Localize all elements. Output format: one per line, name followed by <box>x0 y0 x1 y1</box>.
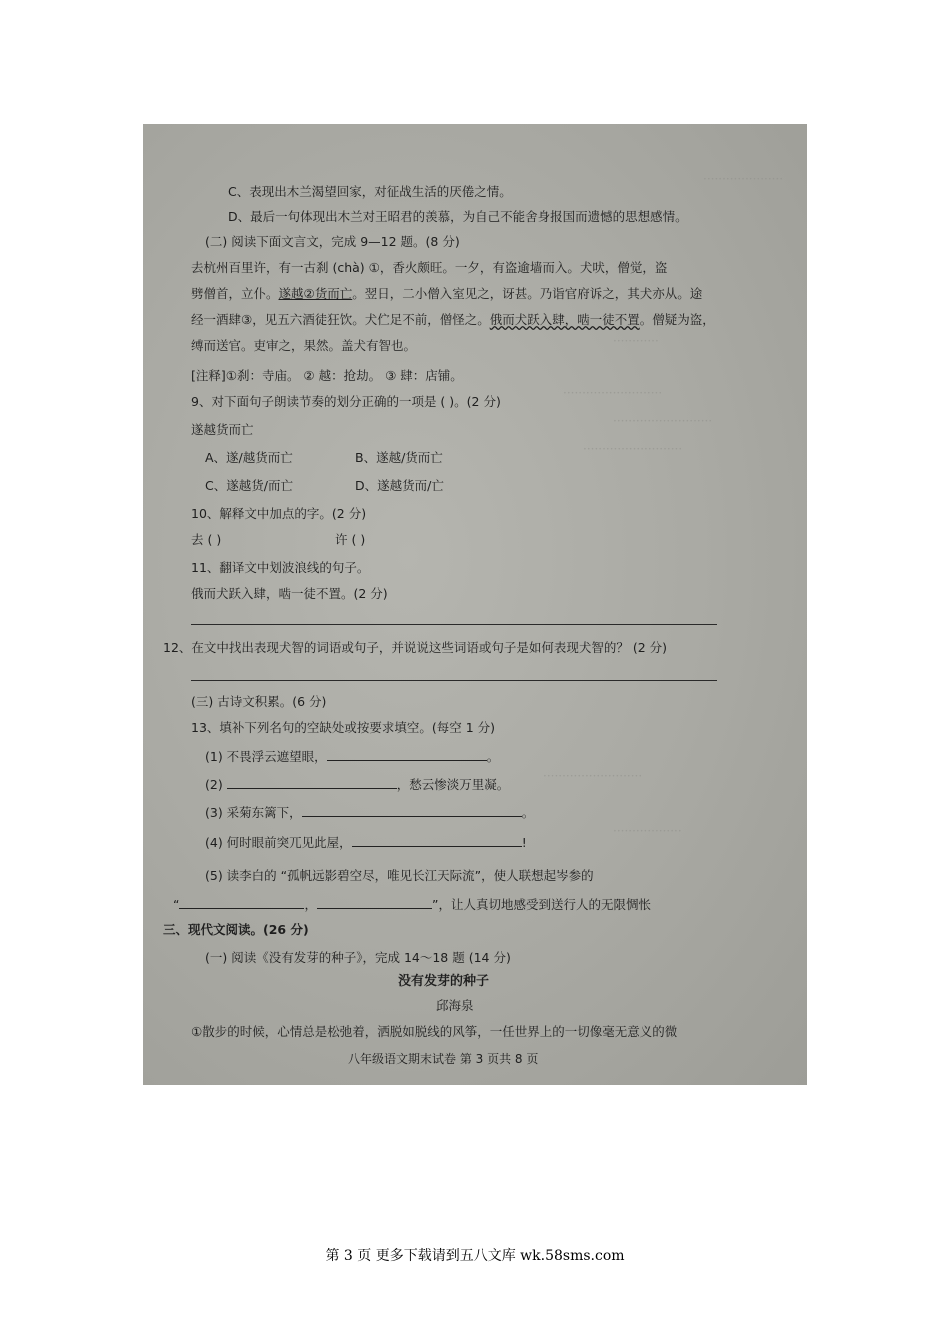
question-13: 13、填补下列名句的空缺处或按要求填空。(每空 1 分) <box>191 720 496 735</box>
q13-punct: 。 <box>521 805 535 820</box>
q10-blank-qu: 去 ( ) <box>191 532 222 547</box>
q13-item-text: (2) <box>205 777 223 792</box>
q10-blank-xu: 许 ( ) <box>335 532 366 547</box>
article-author: 邱海泉 <box>436 998 474 1013</box>
q13-punct: ， <box>304 897 317 912</box>
q13-punct: 。 <box>486 749 500 764</box>
exam-page-footer: 八年级语文期末试卷 第 3 页共 8 页 <box>348 1052 539 1066</box>
answer-line <box>191 680 717 681</box>
page-footer: 第 3 页 更多下载请到五八文库 wk.58sms.com <box>325 1248 625 1264</box>
section-heading-poetry: (三) 古诗文积累。(6 分) <box>191 694 327 709</box>
q13-item-1 <box>205 748 499 764</box>
q9-option-a: A、遂/越货而亡 <box>205 450 293 465</box>
q13-item-text: (3) 采菊东篱下， <box>205 805 302 820</box>
passage-line-2 <box>191 286 702 301</box>
question-11-sentence: 俄而犬跃入肆，啮一徒不置。(2 分) <box>191 586 388 601</box>
q13-item-text: ”，让人真切地感受到送行人的无限惆怅 <box>432 897 651 912</box>
q13-item-3 <box>205 804 534 820</box>
section-heading-modern: 三、现代文阅读。(26 分) <box>163 922 309 937</box>
passage-line-3 <box>191 312 715 327</box>
fill-blank[interactable] <box>317 896 432 909</box>
wavy-underlined-sentence: 俄而犬跃入肆，啮一徒不置 <box>489 312 640 327</box>
q13-punct: ! <box>521 835 527 850</box>
question-10: 10、解释文中加点的字。(2 分) <box>191 506 367 521</box>
question-9: 9、对下面句子朗读节奏的划分正确的一项是 ( )。(2 分) <box>191 394 501 409</box>
q13-item-4 <box>205 834 527 850</box>
q9-option-b: B、遂越/货而亡 <box>355 450 443 465</box>
question-9-sentence: 遂越货而亡 <box>191 422 254 437</box>
q13-item-5: (5) 读李白的 “孤帆远影碧空尽，唯见长江天际流”，使人联想起岑参的 <box>205 868 594 883</box>
q13-item-5-blanks <box>173 896 651 912</box>
q13-item-text: (1) 不畏浮云遮望眼， <box>205 749 327 764</box>
fill-blank[interactable] <box>227 776 397 789</box>
passage-text: 。僧疑为盗， <box>639 312 715 327</box>
fill-blank[interactable] <box>179 896 304 909</box>
q9-option-c: C、遂越货/而亡 <box>205 478 293 493</box>
annotation: [注释]①刹：寺庙。 ② 越：抢劫。 ③ 肆：店铺。 <box>191 368 463 383</box>
answer-line <box>191 624 717 625</box>
underlined-phrase: 遂越②货而亡 <box>278 286 353 301</box>
fill-blank[interactable] <box>302 804 522 817</box>
article-title: 没有发芽的种子 <box>398 974 490 989</box>
q13-item-text: ，愁云惨淡万里凝。 <box>396 777 510 792</box>
section-heading-classical: (二) 阅读下面文言文，完成 9—12 题。(8 分) <box>205 234 460 249</box>
question-11: 11、翻译文中划波浪线的句子。 <box>191 560 370 575</box>
passage-line-4: 缚而送官。吏审之，果然。盖犬有智也。 <box>191 338 417 353</box>
article-paragraph-1: ①散步的时候，心情总是松弛着，洒脱如脱线的风筝，一任世界上的一切像毫无意义的微 <box>191 1024 678 1039</box>
option-c: C、表现出木兰渴望回家，对征战生活的厌倦之情。 <box>228 184 512 199</box>
fill-blank[interactable] <box>327 748 487 761</box>
passage-text: 劈僧首，立仆。 <box>191 286 279 301</box>
passage-text: 。翌日，二小僧入室见之，讶甚。乃诣官府诉之，其犬亦从。途 <box>352 286 703 301</box>
q13-item-2 <box>205 776 509 792</box>
option-d: D、最后一句体现出木兰对王昭君的羡慕，为自己不能舍身报国而遗憾的思想感情。 <box>228 209 688 224</box>
q13-item-text: (4) 何时眼前突兀见此屋， <box>205 835 352 850</box>
q13-punct: “ <box>173 897 180 912</box>
passage-text: 经一酒肆③，见五六酒徒狂饮。犬伫足不前，僧怪之。 <box>191 312 490 327</box>
question-12: 12、在文中找出表现犬智的词语或句子，并说说这些词语或句子是如何表现犬智的？ (2 分) <box>163 640 668 655</box>
passage-line-1: 去杭州百里许，有一古刹 (chà) ①，香火颇旺。一夕，有盗逾墙而入。犬吠，僧觉，盗 <box>191 260 668 275</box>
fill-blank[interactable] <box>352 834 522 847</box>
q9-option-d: D、遂越货而/亡 <box>355 478 444 493</box>
modern-reading-instruction: (一) 阅读《没有发芽的种子》，完成 14～18 题 (14 分) <box>205 950 511 965</box>
scanned-exam-photo: ····················· ············ ·························· ·························· ·························· ·························· ·················· C、表现出木兰渴望回家，对征战生活的厌倦之情。 D、最后一句体现出木兰对王昭君的羡慕，为自己不能舍身报国而遗憾的思想感情。 (二) 阅读下面文言文，完成 9—12 题。(8 分) 去杭州百里许，有一古刹 (chà) ①，香火颇旺。一夕，有盗逾墙而入。犬吠，僧觉，盗 劈僧首，立仆。遂越②货而亡。翌日，二小僧入室见之，讶甚。乃诣官府诉之，其犬亦从。途 经一酒肆③，见五六酒徒狂饮。犬伫足不前，僧怪之。俄而犬跃入肆，啮一徒不置。僧疑为盗， 缚而送官。吏审之，果然。盖犬有智也。 [注释]①刹：寺庙。 ② 越：抢劫。 ③ 肆：店铺。 9、对下面句子朗读节奏的划分正确的一项是 ( )。(2 分) 遂越货而亡 A、遂/越货而亡 B、遂越/货而亡 C、遂越货/而亡 D、遂越货而/亡 10、解释文中加点的字。(2 分) 去 ( ) 许 ( ) 11、翻译文中划波浪线的句子。 俄而犬跃入肆，啮一徒不置。(2 分) 12、在文中找出表现犬智的词语或句子，并说说这些词语或句子是如何表现犬智的？ (2 分) (三) 古诗文积累。(6 分) 13、填补下列名句的空缺处或按要求填空。(每空 1 分) (1) 不畏浮云遮望眼， 。 (2) ，愁云惨淡万里凝。 (3) 采菊东篱下， 。 (4) 何时眼前突兀见此屋， ! (5) 读李白的 “孤帆远影碧空尽，唯见长江天际流”，使人联想起岑参的 “ ， ”，让人真切地感受到送行人的无限惆怅 三、现代文阅读。(26 分) (一) 阅读《没有发芽的种子》，完成 14～18 题 (14 分) 没有发芽的种子 邱海泉 ①散步的时候，心情总是松弛着，洒脱如脱线的风筝，一任世界上的一切像毫无意义的微 八年级语文期末试卷 第 3 页共 8 页 <box>143 124 807 1085</box>
